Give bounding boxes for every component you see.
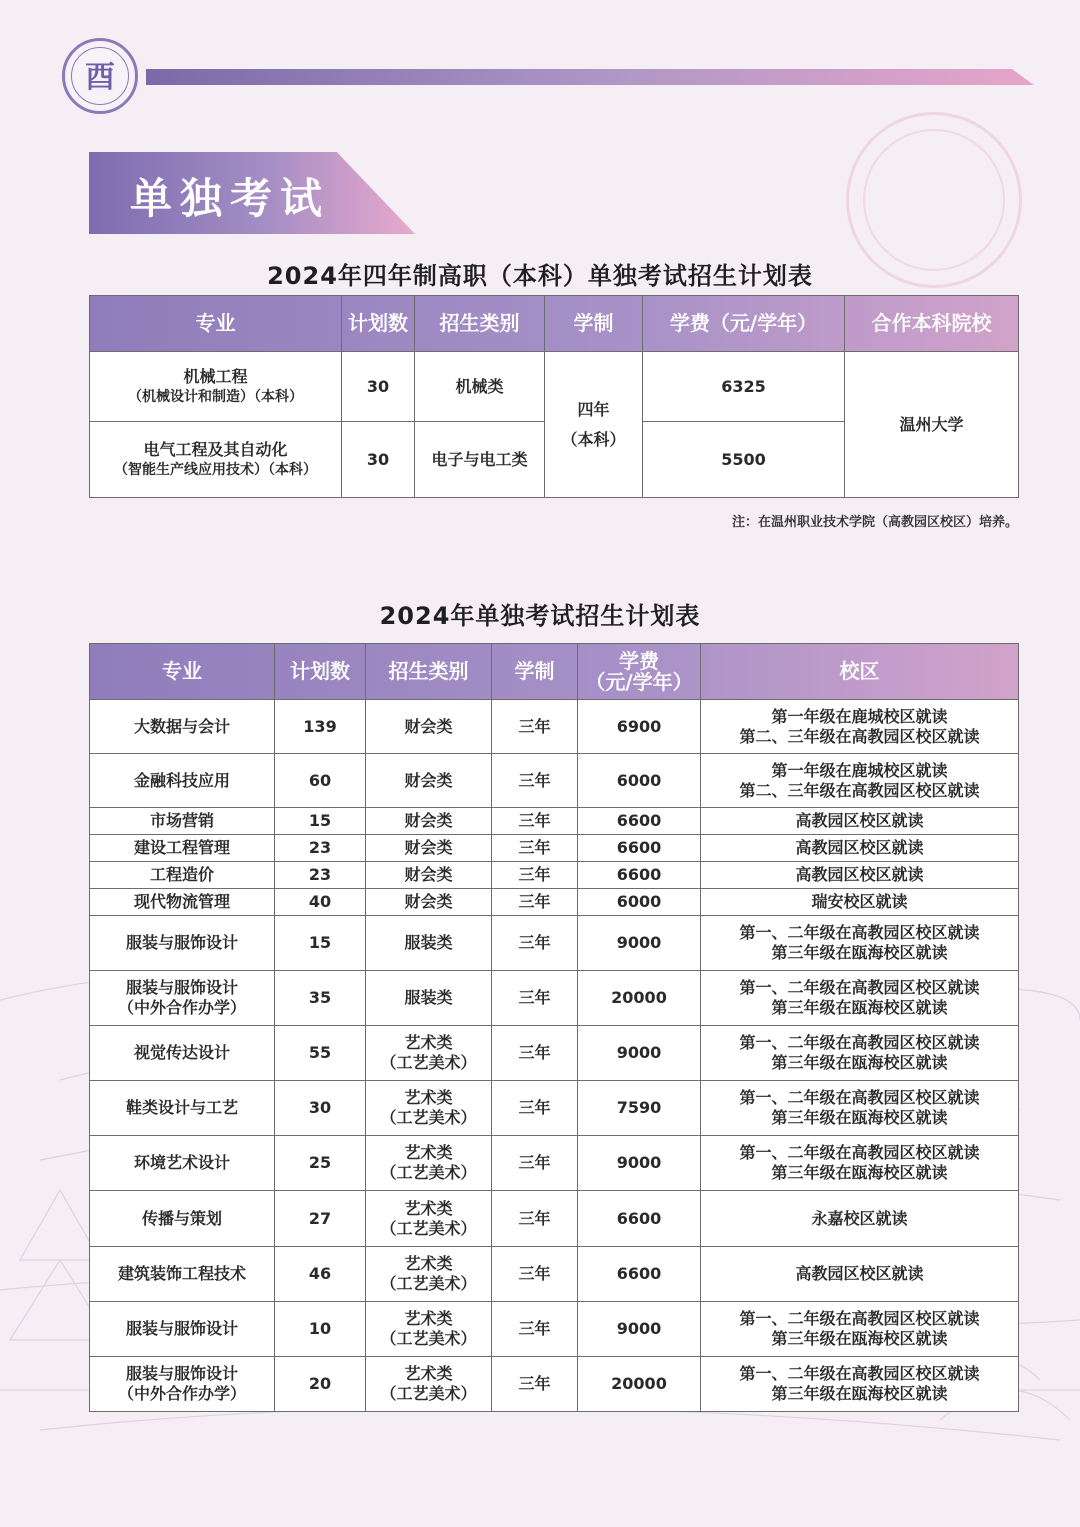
fee-cell: 20000 — [578, 971, 701, 1026]
plan-count: 35 — [275, 971, 366, 1026]
campus-line: 第一、二年级在高教园区校区就读 — [739, 1088, 980, 1107]
category-cell — [366, 1136, 492, 1191]
campus-cell — [701, 754, 1019, 808]
plan-count: 23 — [275, 862, 366, 889]
fee-cell: 9000 — [578, 1136, 701, 1191]
system-type: （本科） — [561, 429, 626, 449]
campus-line: 高教园区校区就读 — [795, 811, 924, 830]
major-line: 大数据与会计 — [133, 716, 230, 736]
campus-line: 第三年级在瓯海校区就读 — [771, 1329, 948, 1348]
fee-cell: 20000 — [578, 1357, 701, 1412]
plan-count: 139 — [275, 700, 366, 754]
table-header-row — [90, 644, 1019, 700]
major-cell — [90, 1191, 275, 1247]
major-subtitle: （智能生产线应用技术）（本科） — [114, 461, 317, 478]
table-header-row — [90, 296, 1019, 352]
campus-line: 永嘉校区就读 — [811, 1208, 908, 1228]
plan-count: 23 — [275, 835, 366, 862]
major-line: 服装与服饰设计 — [125, 1364, 238, 1383]
campus-cell — [701, 1302, 1019, 1357]
table-row — [90, 352, 1019, 422]
campus-line: 第三年级在瓯海校区就读 — [771, 1108, 948, 1127]
category-cell: 机械类 — [415, 352, 545, 422]
category-line: （工艺美术） — [380, 1384, 477, 1403]
plan-count: 60 — [275, 754, 366, 808]
table-row — [90, 1081, 1019, 1136]
table-row — [90, 700, 1019, 754]
table-row — [90, 808, 1019, 835]
major-line: （中外合作办学） — [117, 998, 246, 1017]
campus-line: 第三年级在瓯海校区就读 — [771, 1384, 948, 1403]
fee-cell: 6600 — [578, 1247, 701, 1302]
system-cell: 三年 — [492, 1247, 578, 1302]
table-row — [90, 835, 1019, 862]
category-line: 财会类 — [404, 892, 453, 911]
major-line: 环境艺术设计 — [133, 1153, 230, 1172]
campus-cell — [701, 862, 1019, 889]
major-line: 鞋类设计与工艺 — [125, 1098, 238, 1117]
campus-line: 第三年级在瓯海校区就读 — [771, 943, 948, 962]
table-row — [90, 754, 1019, 808]
campus-line: 第一、二年级在高教园区校区就读 — [739, 1143, 980, 1162]
major-name: 机械工程 — [183, 366, 248, 386]
system-cell: 三年 — [492, 1357, 578, 1412]
category-line: 艺术类 — [404, 1364, 453, 1383]
major-line: 视觉传达设计 — [133, 1043, 230, 1062]
table-row — [90, 889, 1019, 916]
major-line: 建筑装饰工程技术 — [117, 1264, 246, 1283]
campus-line: 第二、三年级在高教园区校区就读 — [739, 726, 980, 746]
category-cell — [366, 1191, 492, 1247]
category-line: 财会类 — [404, 838, 453, 857]
column-header: 合作本科院校 — [845, 296, 1019, 352]
three-year-plan-table — [89, 643, 1019, 1412]
category-cell — [366, 700, 492, 754]
section-title: 单独考试 — [130, 174, 331, 223]
category-line: 艺术类 — [404, 1033, 453, 1052]
category-cell — [366, 1247, 492, 1302]
table2-body — [90, 700, 1019, 1412]
table-row — [90, 1357, 1019, 1412]
campus-line: 第一年级在鹿城校区就读 — [771, 706, 948, 726]
category-line: 艺术类 — [404, 1309, 453, 1328]
campus-cell — [701, 835, 1019, 862]
campus-line: 第一、二年级在高教园区校区就读 — [739, 978, 980, 997]
fee-cell: 6000 — [578, 754, 701, 808]
campus-cell — [701, 1136, 1019, 1191]
campus-line: 高教园区校区就读 — [795, 838, 924, 857]
major-cell — [90, 808, 275, 835]
fee-cell: 9000 — [578, 1302, 701, 1357]
column-header: 招生类别 — [366, 644, 492, 700]
category-line: （工艺美术） — [380, 1163, 477, 1182]
campus-cell — [701, 700, 1019, 754]
table-row — [90, 862, 1019, 889]
plan-count: 20 — [275, 1357, 366, 1412]
system-cell: 三年 — [492, 754, 578, 808]
campus-cell — [701, 889, 1019, 916]
major-line: （中外合作办学） — [117, 1384, 246, 1403]
header-accent-bar — [146, 69, 1034, 85]
campus-cell — [701, 1081, 1019, 1136]
fee-cell: 6325 — [643, 352, 845, 422]
system-cell: 三年 — [492, 1026, 578, 1081]
plan-count: 15 — [275, 916, 366, 971]
campus-line: 第三年级在瓯海校区就读 — [771, 1053, 948, 1072]
major-cell — [90, 754, 275, 808]
category-line: （工艺美术） — [380, 1053, 477, 1072]
campus-line: 第一、二年级在高教园区校区就读 — [739, 1309, 980, 1328]
campus-line: 第三年级在瓯海校区就读 — [771, 1163, 948, 1182]
category-cell — [366, 754, 492, 808]
system-cell: 三年 — [492, 1191, 578, 1247]
fee-cell: 6600 — [578, 808, 701, 835]
category-cell — [366, 1081, 492, 1136]
category-cell — [366, 1026, 492, 1081]
category-line: 艺术类 — [404, 1143, 453, 1162]
category-line: （工艺美术） — [380, 1108, 477, 1127]
category-line: 艺术类 — [404, 1088, 453, 1107]
major-line: 市场营销 — [149, 811, 214, 830]
category-cell — [366, 808, 492, 835]
category-line: 财会类 — [404, 716, 453, 736]
school-logo — [62, 38, 138, 114]
plan-count: 15 — [275, 808, 366, 835]
column-header: 计划数 — [342, 296, 415, 352]
school-emblem-icon: ⾣ — [85, 60, 115, 96]
plan-count: 30 — [342, 422, 415, 498]
system-cell: 三年 — [492, 862, 578, 889]
major-cell — [90, 916, 275, 971]
fee-cell: 5500 — [643, 422, 845, 498]
system-cell: 三年 — [492, 1136, 578, 1191]
system-years: 四年 — [577, 399, 610, 419]
fee-cell: 6600 — [578, 862, 701, 889]
table2-title: 2024年单独考试招生计划表 — [379, 602, 701, 630]
plan-count: 30 — [342, 352, 415, 422]
campus-cell — [701, 916, 1019, 971]
table-row — [90, 1026, 1019, 1081]
category-line: 服装类 — [404, 933, 453, 952]
major-subtitle: （机械设计和制造）（本科） — [128, 388, 303, 405]
system-cell: 三年 — [492, 808, 578, 835]
system-cell: 三年 — [492, 700, 578, 754]
table-row — [90, 1247, 1019, 1302]
major-cell — [90, 1247, 275, 1302]
major-line: 服装与服饰设计 — [125, 978, 238, 997]
category-line: 财会类 — [404, 811, 453, 830]
major-cell — [90, 1026, 275, 1081]
campus-line: 第一年级在鹿城校区就读 — [771, 760, 948, 780]
major-line: 工程造价 — [149, 865, 214, 884]
table-row — [90, 1191, 1019, 1247]
plan-count: 30 — [275, 1081, 366, 1136]
major-cell — [90, 700, 275, 754]
category-cell — [366, 1357, 492, 1412]
column-header: 学制 — [545, 296, 643, 352]
major-line: 建设工程管理 — [133, 838, 230, 857]
column-header: 学制 — [492, 644, 578, 700]
campus-line: 高教园区校区就读 — [795, 1264, 924, 1283]
table1-title: 2024年四年制高职（本科）单独考试招生计划表 — [267, 262, 813, 290]
category-cell — [366, 1302, 492, 1357]
major-cell — [90, 1357, 275, 1412]
system-cell: 三年 — [492, 916, 578, 971]
fee-cell: 6600 — [578, 835, 701, 862]
category-line: （工艺美术） — [380, 1329, 477, 1348]
plan-count: 10 — [275, 1302, 366, 1357]
major-cell — [90, 352, 342, 422]
system-cell: 三年 — [492, 889, 578, 916]
fee-cell: 6600 — [578, 1191, 701, 1247]
plan-count: 55 — [275, 1026, 366, 1081]
category-cell — [366, 916, 492, 971]
major-cell — [90, 889, 275, 916]
column-header: 专业 — [90, 644, 275, 700]
category-line: 服装类 — [404, 988, 453, 1007]
campus-cell — [701, 1357, 1019, 1412]
fee-cell: 6000 — [578, 889, 701, 916]
campus-cell — [701, 1026, 1019, 1081]
system-cell: 三年 — [492, 1302, 578, 1357]
campus-cell — [701, 808, 1019, 835]
campus-line: 第一、二年级在高教园区校区就读 — [739, 1364, 980, 1383]
major-line: 传播与策划 — [141, 1208, 222, 1228]
column-header: 招生类别 — [415, 296, 545, 352]
fee-cell: 6900 — [578, 700, 701, 754]
campus-cell — [701, 1191, 1019, 1247]
major-cell — [90, 422, 342, 498]
campus-cell — [701, 1247, 1019, 1302]
fee-cell: 9000 — [578, 916, 701, 971]
fee-header-line: 学费 — [619, 648, 659, 673]
plan-count: 46 — [275, 1247, 366, 1302]
table-row — [90, 916, 1019, 971]
system-cell: 三年 — [492, 835, 578, 862]
four-year-plan-table — [89, 295, 1019, 498]
major-cell — [90, 971, 275, 1026]
major-cell — [90, 1081, 275, 1136]
table-row — [90, 1302, 1019, 1357]
column-header: 计划数 — [275, 644, 366, 700]
category-line: 财会类 — [404, 865, 453, 884]
plan-count: 25 — [275, 1136, 366, 1191]
campus-line: 瑞安校区就读 — [811, 892, 908, 911]
category-cell — [366, 862, 492, 889]
plan-count: 27 — [275, 1191, 366, 1247]
campus-cell — [701, 971, 1019, 1026]
category-cell — [366, 835, 492, 862]
major-line: 现代物流管理 — [133, 892, 230, 911]
major-name: 电气工程及其自动化 — [143, 439, 288, 459]
campus-line: 第一、二年级在高教园区校区就读 — [739, 923, 980, 942]
category-cell — [366, 889, 492, 916]
campus-line: 第二、三年级在高教园区校区就读 — [739, 780, 980, 800]
category-cell: 电子与电工类 — [415, 422, 545, 498]
system-cell — [545, 352, 643, 498]
campus-line: 第一、二年级在高教园区校区就读 — [739, 1033, 980, 1052]
table-row — [90, 1136, 1019, 1191]
fee-cell: 7590 — [578, 1081, 701, 1136]
category-line: 财会类 — [404, 770, 453, 790]
partner-university: 温州大学 — [845, 352, 1019, 498]
table-row — [90, 971, 1019, 1026]
fee-cell: 9000 — [578, 1026, 701, 1081]
column-header: 校区 — [701, 644, 1019, 700]
column-header: 专业 — [90, 296, 342, 352]
category-line: 艺术类 — [404, 1198, 453, 1218]
system-cell: 三年 — [492, 1081, 578, 1136]
plan-count: 40 — [275, 889, 366, 916]
category-line: （工艺美术） — [380, 1274, 477, 1293]
table1-note: 注：在温州职业技术学院（高教园区校区）培养。 — [731, 515, 1018, 530]
major-line: 服装与服饰设计 — [125, 1319, 238, 1338]
category-line: 艺术类 — [404, 1254, 453, 1273]
category-line: （工艺美术） — [380, 1218, 477, 1238]
major-cell — [90, 1136, 275, 1191]
major-cell — [90, 862, 275, 889]
column-header — [578, 644, 701, 700]
category-cell — [366, 971, 492, 1026]
campus-line: 高教园区校区就读 — [795, 865, 924, 884]
fee-header-unit: （元/学年） — [585, 669, 693, 694]
campus-line: 第三年级在瓯海校区就读 — [771, 998, 948, 1017]
system-cell: 三年 — [492, 971, 578, 1026]
column-header: 学费（元/学年） — [643, 296, 845, 352]
major-line: 金融科技应用 — [133, 770, 230, 790]
major-cell — [90, 835, 275, 862]
major-line: 服装与服饰设计 — [125, 933, 238, 952]
major-cell — [90, 1302, 275, 1357]
